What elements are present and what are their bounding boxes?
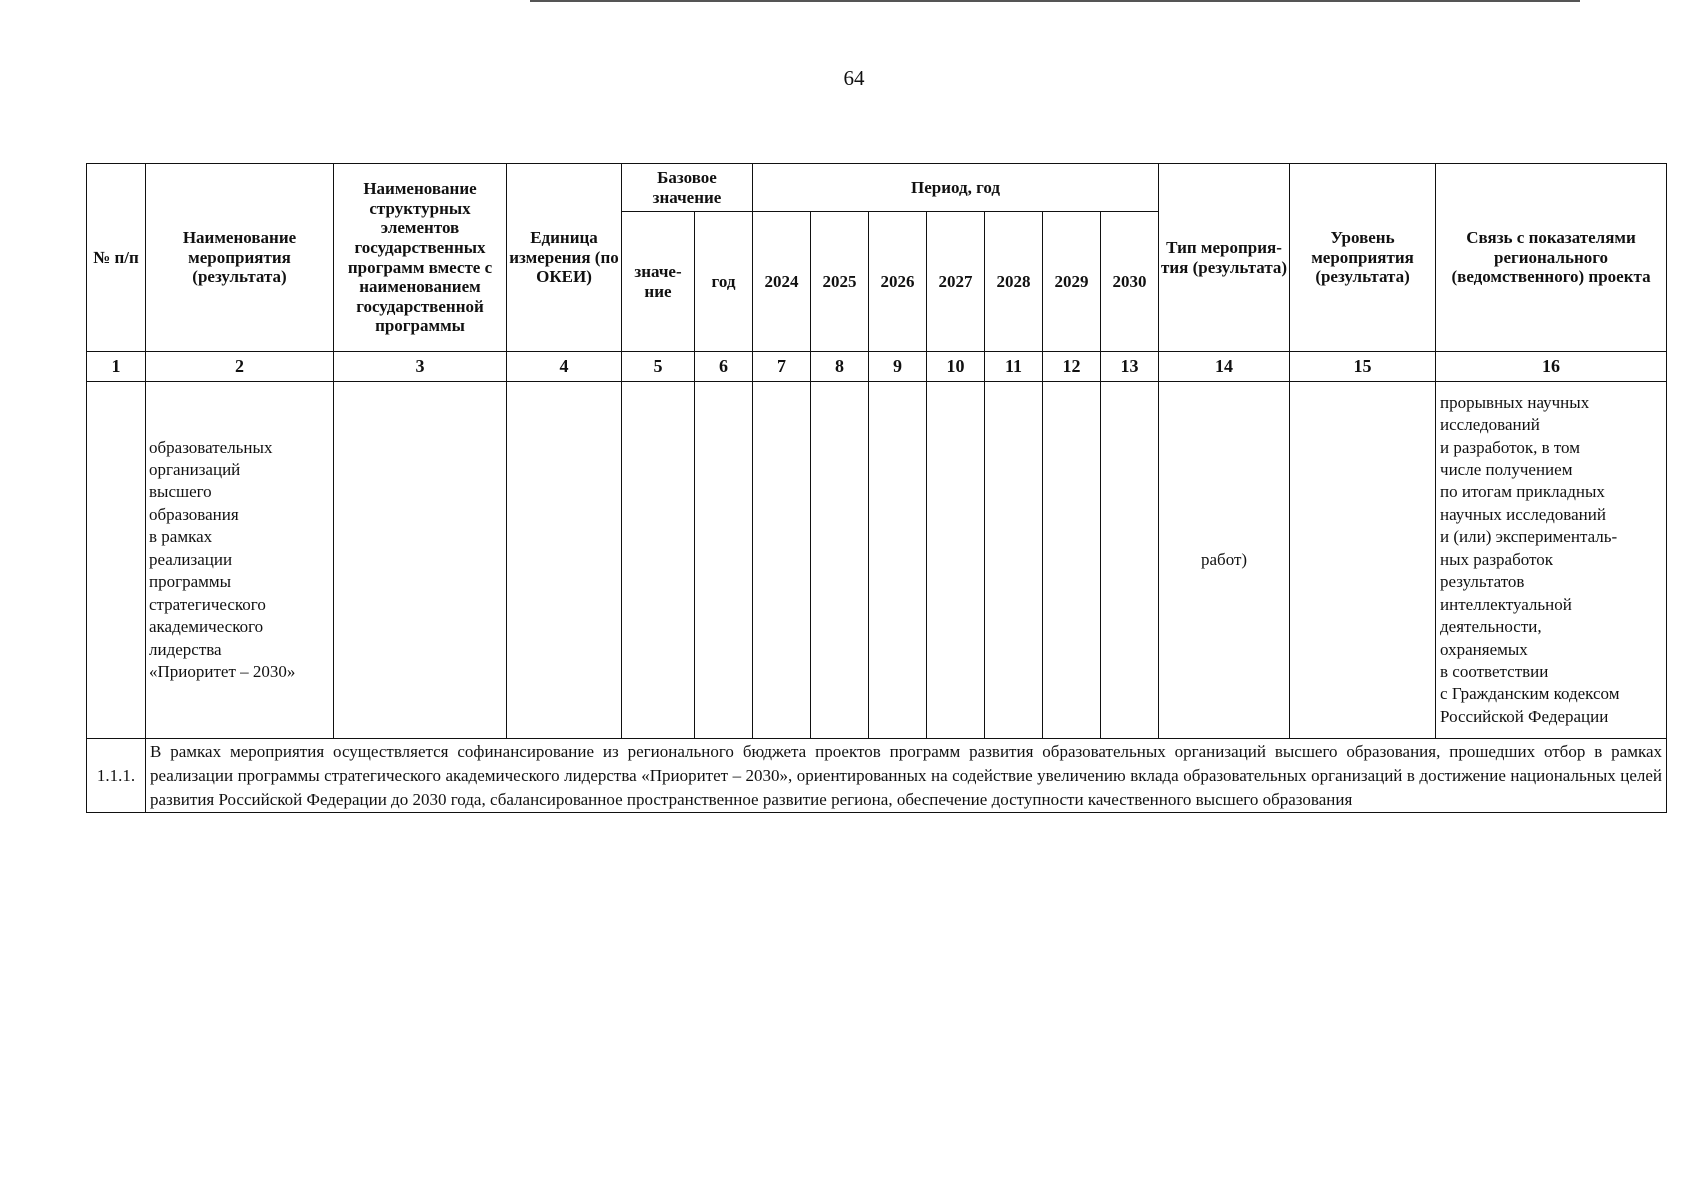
row-link-text: прорывных научных исследований и разработок, в том числе получением по итогам прикладных научных исследований и (или) эксперименталь- ных разработок результатов интеллектуальной деятельности, охраняемых в соответствии с Гражданским кодексом Российской Федерации bbox=[1440, 392, 1620, 726]
header-no: № п/п bbox=[87, 164, 146, 352]
header-row-1 bbox=[87, 164, 1667, 212]
row-cell-2026 bbox=[869, 382, 927, 739]
column-number: 1 bbox=[87, 352, 146, 382]
column-number: 14 bbox=[1159, 352, 1290, 382]
column-number: 5 bbox=[622, 352, 695, 382]
row-cell-link bbox=[1436, 382, 1667, 739]
row-cell-unit bbox=[507, 382, 622, 739]
column-number: 2 bbox=[146, 352, 334, 382]
row-name-text: образовательных организаций высшего образования в рамках реализации программы стратегического академического лидерства «Приоритет – 2030» bbox=[149, 437, 296, 681]
row-cell-2024 bbox=[753, 382, 811, 739]
description-number: 1.1.1. bbox=[87, 739, 146, 813]
header-year-2030: 2030 bbox=[1101, 212, 1159, 352]
header-year-2029: 2029 bbox=[1043, 212, 1101, 352]
row-cell-2025 bbox=[811, 382, 869, 739]
header-year-2024: 2024 bbox=[753, 212, 811, 352]
header-year-2025: 2025 bbox=[811, 212, 869, 352]
header-unit: Единица измерения (по ОКЕИ) bbox=[507, 164, 622, 352]
column-number: 11 bbox=[985, 352, 1043, 382]
header-name: Наименование мероприятия (результата) bbox=[146, 164, 334, 352]
header-level: Уровень мероприятия (результата) bbox=[1290, 164, 1436, 352]
description-row bbox=[87, 739, 1667, 813]
row-cell-2027 bbox=[927, 382, 985, 739]
page-number: 64 bbox=[843, 66, 865, 90]
column-number: 9 bbox=[869, 352, 927, 382]
header-structural: Наименование структурных элементов государственных программ вместе с наименованием государственной программы bbox=[334, 164, 507, 352]
row-cell-name bbox=[146, 382, 334, 739]
row-cell-type: работ) bbox=[1159, 382, 1290, 739]
column-number: 12 bbox=[1043, 352, 1101, 382]
column-number: 7 bbox=[753, 352, 811, 382]
column-number-row bbox=[87, 352, 1667, 382]
header-base-year: год bbox=[695, 212, 753, 352]
column-number: 15 bbox=[1290, 352, 1436, 382]
header-year-2028: 2028 bbox=[985, 212, 1043, 352]
column-number: 8 bbox=[811, 352, 869, 382]
row-cell-2028 bbox=[985, 382, 1043, 739]
description-text: В рамках мероприятия осуществляется софинансирование из регионального бюджета проектов программ развития образовательных организаций высшего образования, прошедших отбор в рамках реализации программы стратегического академического лидерства «Приоритет – 2030», ориентированных на содействие увеличению вклада образовательных организаций в достижение национальных целей развития Российской Федерации до 2030 года, сбалансированное пространственное развитие региона, обеспечение доступности качественного высшего образования bbox=[146, 739, 1667, 813]
row-cell-2030 bbox=[1101, 382, 1159, 739]
row-cell-no bbox=[87, 382, 146, 739]
column-number: 6 bbox=[695, 352, 753, 382]
row-cell-level bbox=[1290, 382, 1436, 739]
row-cell-2029 bbox=[1043, 382, 1101, 739]
row-cell-structural bbox=[334, 382, 507, 739]
header-year-2027: 2027 bbox=[927, 212, 985, 352]
header-period: Период, год bbox=[753, 164, 1159, 212]
column-number: 13 bbox=[1101, 352, 1159, 382]
column-number: 3 bbox=[334, 352, 507, 382]
table-row bbox=[87, 382, 1667, 739]
column-number: 4 bbox=[507, 352, 622, 382]
top-rule bbox=[530, 0, 1580, 2]
column-number: 16 bbox=[1436, 352, 1667, 382]
header-base: Базовое значение bbox=[622, 164, 753, 212]
activities-table bbox=[86, 163, 1667, 813]
column-number: 10 bbox=[927, 352, 985, 382]
header-type: Тип мероприя- тия (результата) bbox=[1159, 164, 1290, 352]
row-cell-base-value bbox=[622, 382, 695, 739]
row-cell-base-year bbox=[695, 382, 753, 739]
header-link: Связь с показателями регионального (ведомственного) проекта bbox=[1436, 164, 1667, 352]
header-base-value: значе- ние bbox=[622, 212, 695, 352]
header-year-2026: 2026 bbox=[869, 212, 927, 352]
